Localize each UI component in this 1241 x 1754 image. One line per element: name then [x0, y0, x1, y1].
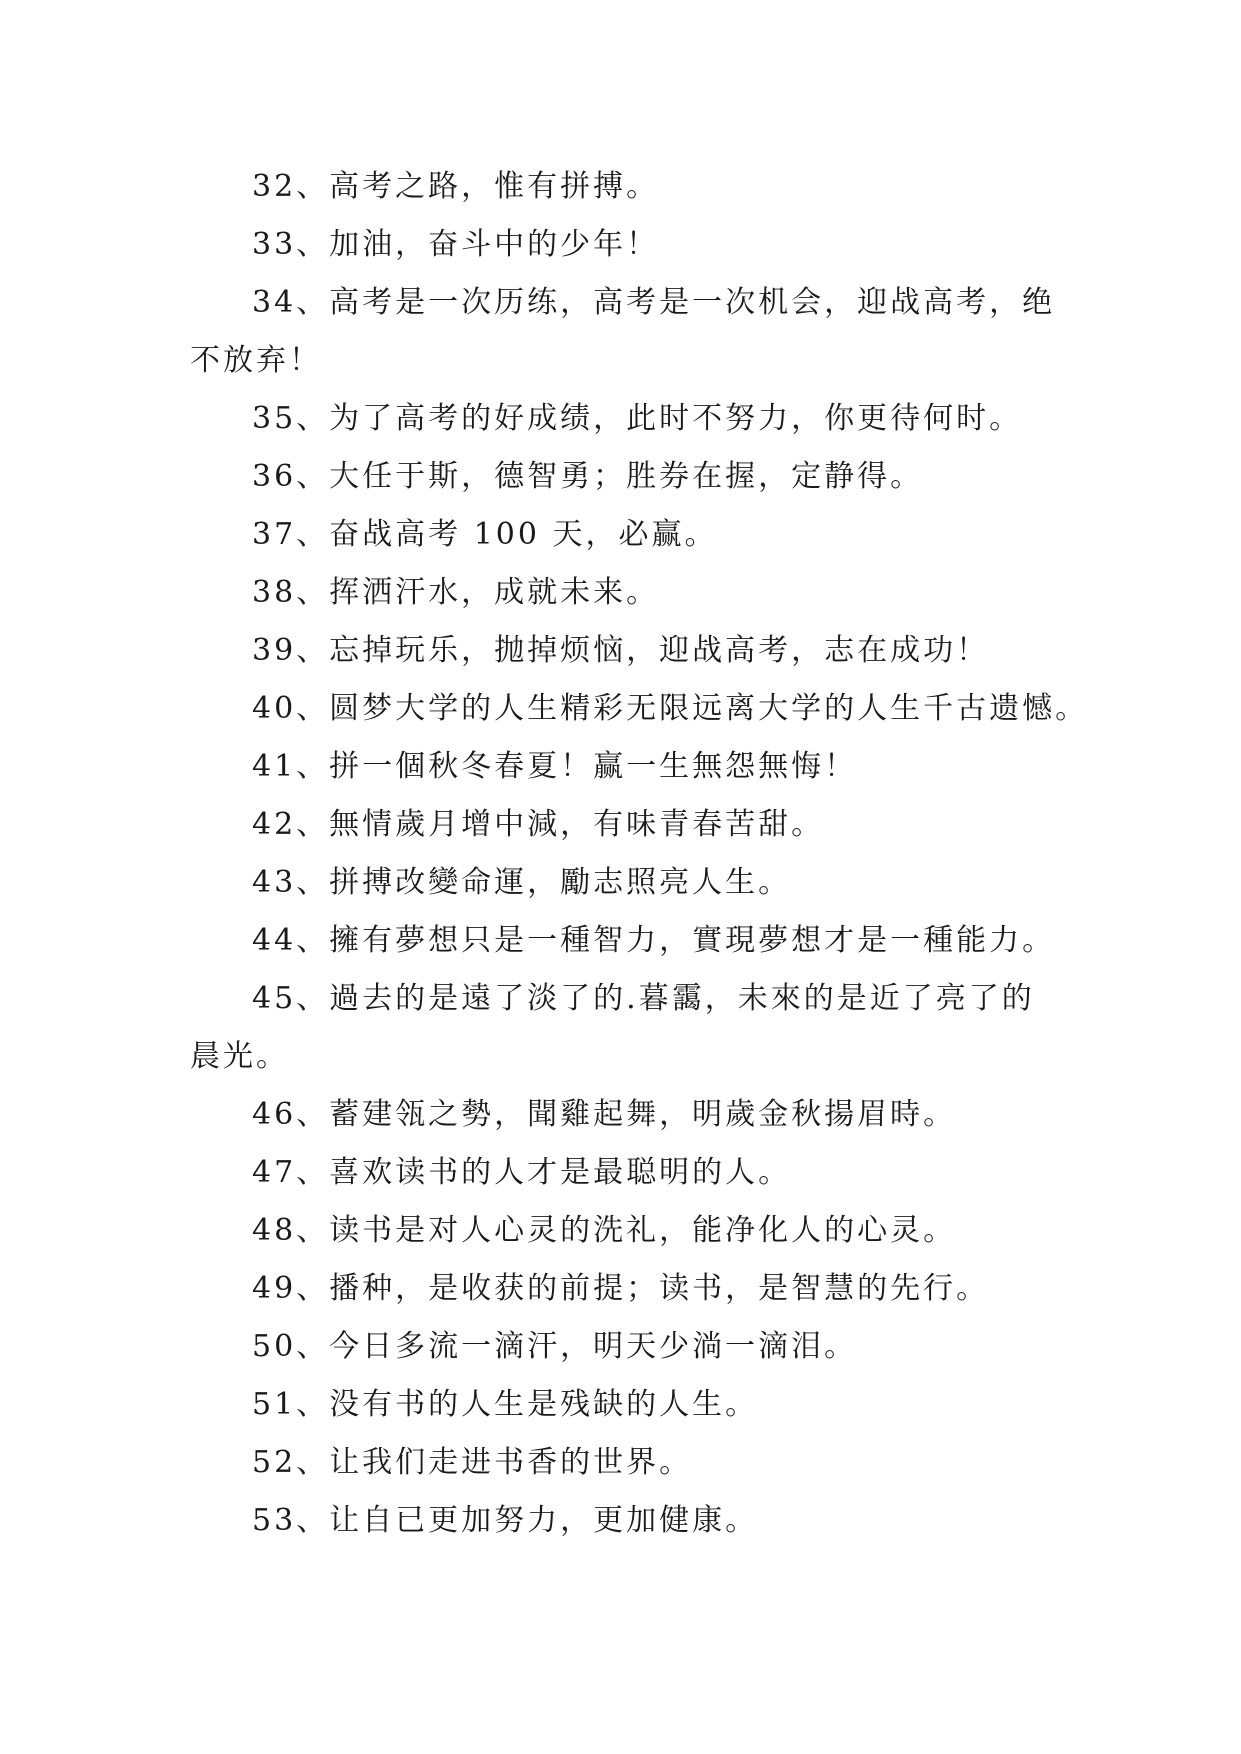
text-line-41: 41、拼一個秋冬春夏！赢一生無怨無悔！ [252, 749, 858, 784]
text-line-51: 51、没有书的人生是残缺的人生。 [252, 1387, 759, 1422]
text-line-40: 40、圆梦大学的人生精彩无限远离大学的人生千古遗憾。 [252, 691, 1089, 726]
text-line-45-continued: 晨光。 [190, 1039, 289, 1074]
text-line-46: 46、蓄建瓴之勢，聞雞起舞，明歲金秋揚眉時。 [252, 1097, 957, 1132]
text-line-35: 35、为了高考的好成绩，此时不努力，你更待何时。 [252, 401, 1023, 436]
text-line-42: 42、無情歲月增中減，有味青春苦甜。 [252, 807, 825, 842]
text-line-38: 38、挥洒汗水，成就未来。 [252, 575, 660, 610]
text-line-49: 49、播种，是收获的前提；读书，是智慧的先行。 [252, 1271, 990, 1306]
text-line-37: 37、奋战高考 100 天，必赢。 [252, 517, 718, 552]
text-line-48: 48、读书是对人心灵的洗礼，能净化人的心灵。 [252, 1213, 957, 1248]
text-line-36: 36、大任于斯，德智勇；胜券在握，定静得。 [252, 459, 924, 494]
text-line-34: 34、高考是一次历练，高考是一次机会，迎战高考，绝 [252, 285, 1056, 320]
text-line-50: 50、今日多流一滴汗，明天少淌一滴泪。 [252, 1329, 858, 1364]
text-line-32: 32、高考之路，惟有拼搏。 [252, 169, 660, 204]
text-line-43: 43、拼搏改變命運，勵志照亮人生。 [252, 865, 792, 900]
text-line-34-continued: 不放弃！ [190, 343, 322, 378]
text-line-45: 45、過去的是遠了淡了的.暮靄，未來的是近了亮了的 [252, 981, 1035, 1016]
document-body [190, 158, 1089, 1550]
text-line-44: 44、擁有夢想只是一種智力，實現夢想才是一種能力。 [252, 923, 1056, 958]
text-line-47: 47、喜欢读书的人才是最聪明的人。 [252, 1155, 792, 1190]
text-line-33: 33、加油，奋斗中的少年！ [252, 227, 660, 262]
text-line-52: 52、让我们走进书香的世界。 [252, 1445, 693, 1480]
text-line-39: 39、忘掉玩乐，抛掉烦恼，迎战高考，志在成功！ [252, 633, 990, 668]
text-line-53: 53、让自已更加努力，更加健康。 [252, 1503, 759, 1538]
